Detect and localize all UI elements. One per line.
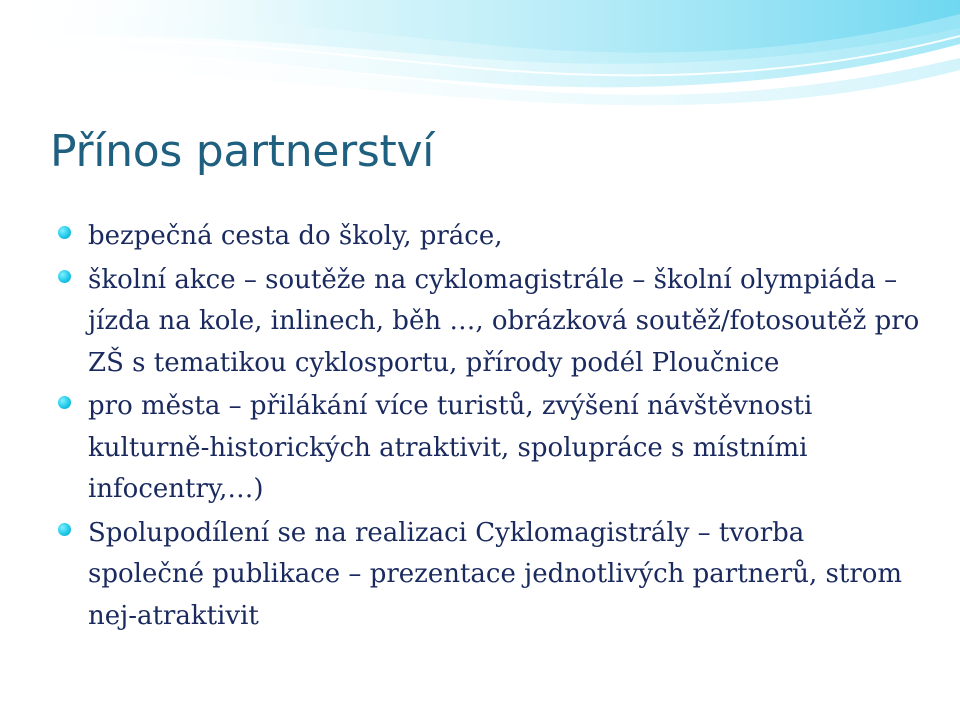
wave-band-back — [0, 0, 960, 64]
bullet-text: bezpečná cesta do školy, práce, — [88, 221, 503, 251]
wave-band-middle — [0, 14, 960, 87]
bullet-dot-icon — [58, 396, 71, 409]
wave-highlight-line — [0, 36, 960, 75]
bullet-list — [88, 216, 928, 639]
bullet-item — [88, 260, 928, 385]
bullet-text: Spolupodílení se na realizaci Cyklomagistrály – tvorba společné publikace – prezentace jednotlivých partnerů, strom nej-atraktivit — [88, 517, 903, 631]
bullet-item — [88, 216, 928, 258]
slide-title: Přínos partnerství — [50, 126, 435, 177]
bullet-dot-icon — [58, 270, 71, 283]
wave-band-front — [0, 54, 960, 105]
header-wave-decoration — [0, 0, 960, 110]
bullet-dot-icon — [58, 226, 71, 239]
bullet-dot-icon — [58, 523, 71, 536]
bullet-text: školní akce – soutěže na cyklomagistrále – školní olympiáda – jízda na kole, inlinech, běh …, obrázková soutěž/fotosoutěž pro ZŠ s tematikou cyklosportu, přírody podél Ploučnice — [88, 264, 920, 378]
bullet-item — [88, 513, 928, 638]
bullet-text: pro města – přilákání více turistů, zvýšení návštěvnosti kulturně-historických atraktivit, spolupráce s místními infocentry,…) — [88, 391, 813, 504]
bullet-item — [88, 386, 928, 511]
